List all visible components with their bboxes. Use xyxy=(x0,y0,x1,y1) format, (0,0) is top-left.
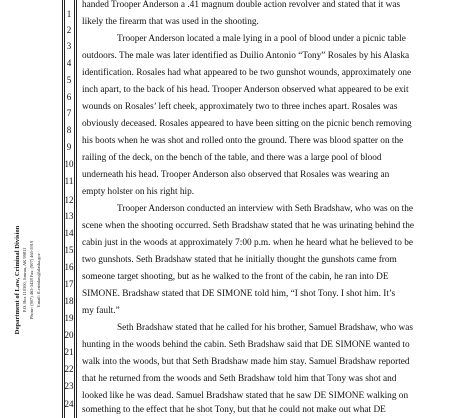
text-line: obviously deceased. Rosales appeared to have been sitting on the picnic bench removing xyxy=(82,119,412,129)
text-line: looked like he was dead. Samuel Bradshaw stated that he saw DE SIMONE walking on xyxy=(82,391,409,401)
text-line: two gunshots. Seth Bradshaw stated that he initially thought the gunshots came from xyxy=(82,255,397,265)
text-line: SIMONE. Bradshaw stated that DE SIMONE told him, “I shot Tony. I shot him. It’s xyxy=(82,289,396,299)
text-line: empty holster on his right hip. xyxy=(82,187,195,197)
line-number: 21 xyxy=(64,347,74,357)
line-number: 2 xyxy=(66,25,72,35)
text-line: railing of the deck, on the bench of the table, and there was a large pool of blood xyxy=(82,153,382,163)
line-number: 20 xyxy=(64,330,74,340)
text-line: underneath his head. Trooper Anderson also observed that Rosales was wearing an xyxy=(82,170,390,180)
line-number: 14 xyxy=(64,228,74,238)
line-number: 16 xyxy=(64,262,74,272)
line-number: 13 xyxy=(64,211,74,221)
text-line: my fault.” xyxy=(82,306,120,316)
text-line: likely the firearm that was used in the shooting. xyxy=(82,17,259,27)
line-number: 19 xyxy=(64,313,74,323)
line-number: 1 xyxy=(66,9,72,19)
text-line: that he returned from the woods and Seth Bradshaw told him that Tony was shot and xyxy=(82,374,397,384)
line-number: 7 xyxy=(66,108,72,118)
department-name: Department of Law, Criminal Division xyxy=(14,225,21,335)
department-address: P.O. Box 110300, Juneau, AK 99811 xyxy=(22,247,27,313)
line-number: 17 xyxy=(64,279,74,289)
margin-rule xyxy=(76,0,77,418)
text-line: someone target shooting, but as he walked to the front of the cabin, he ran into DE xyxy=(82,272,389,282)
text-line: outdoors. The male was later identified as Duilio Antonio “Tony” Rosales by his Alaska xyxy=(82,51,410,61)
text-line: Trooper Anderson located a male lying in a pool of blood under a picnic table xyxy=(117,34,406,44)
text-line: his boots when he was shot and rolled onto the ground. There was blood spatter on the xyxy=(82,136,404,146)
text-line: something to the effect that he shot Tony, but that he could not make out what DE xyxy=(82,405,386,415)
line-number: 23 xyxy=(64,381,74,391)
text-line: wounds on Rosales’ left cheek, approximately two to three inches apart. Rosales was xyxy=(82,102,398,112)
text-line: scene when the shooting occurred. Seth Bradshaw stated that he was urinating behind the xyxy=(82,221,415,231)
text-line: Trooper Anderson conducted an interview with Seth Bradshaw, who was on the xyxy=(117,204,413,214)
text-line: inch apart, to the back of his head. Trooper Anderson observed what appeared to be exit xyxy=(82,85,409,95)
line-number: 6 xyxy=(66,92,72,102)
text-line: walk into the woods, but that Seth Bradshaw made him stay. Samuel Bradshaw reported xyxy=(82,357,410,367)
text-line: hunting in the woods behind the cabin. Seth Bradshaw said that DE SIMONE wanted to xyxy=(82,340,410,350)
line-number: 3 xyxy=(66,41,72,51)
line-number: 5 xyxy=(66,75,72,85)
line-number: 24 xyxy=(64,399,74,409)
department-email: Email: fl.crimlaw@alaska.gov xyxy=(36,253,41,307)
line-number: 15 xyxy=(64,245,74,255)
line-number: 18 xyxy=(64,296,74,306)
line-number: 11 xyxy=(64,176,74,186)
department-phone-fax: Phone: (907) 465-3428 Fax: (907) 465-5919 xyxy=(29,240,34,320)
text-line: identification. Rosales had what appeared to be two gunshot wounds, approximately one xyxy=(82,68,412,78)
line-number: 10 xyxy=(64,159,74,169)
line-number: 12 xyxy=(64,195,74,205)
line-number: 8 xyxy=(66,125,72,135)
text-line: handed Trooper Anderson a .41 magnum double action revolver and stated that it was xyxy=(82,0,401,10)
text-line: cabin just in the woods at approximately 7:00 p.m. when he heard what he believed to be xyxy=(82,238,413,248)
text-line: Seth Bradshaw stated that he called for his brother, Samuel Bradshaw, who was xyxy=(117,323,413,333)
line-number: 9 xyxy=(66,142,72,152)
line-number: 4 xyxy=(66,58,72,68)
line-number: 22 xyxy=(64,364,74,374)
letterhead-margin xyxy=(0,180,56,380)
letterhead-block xyxy=(14,226,42,335)
